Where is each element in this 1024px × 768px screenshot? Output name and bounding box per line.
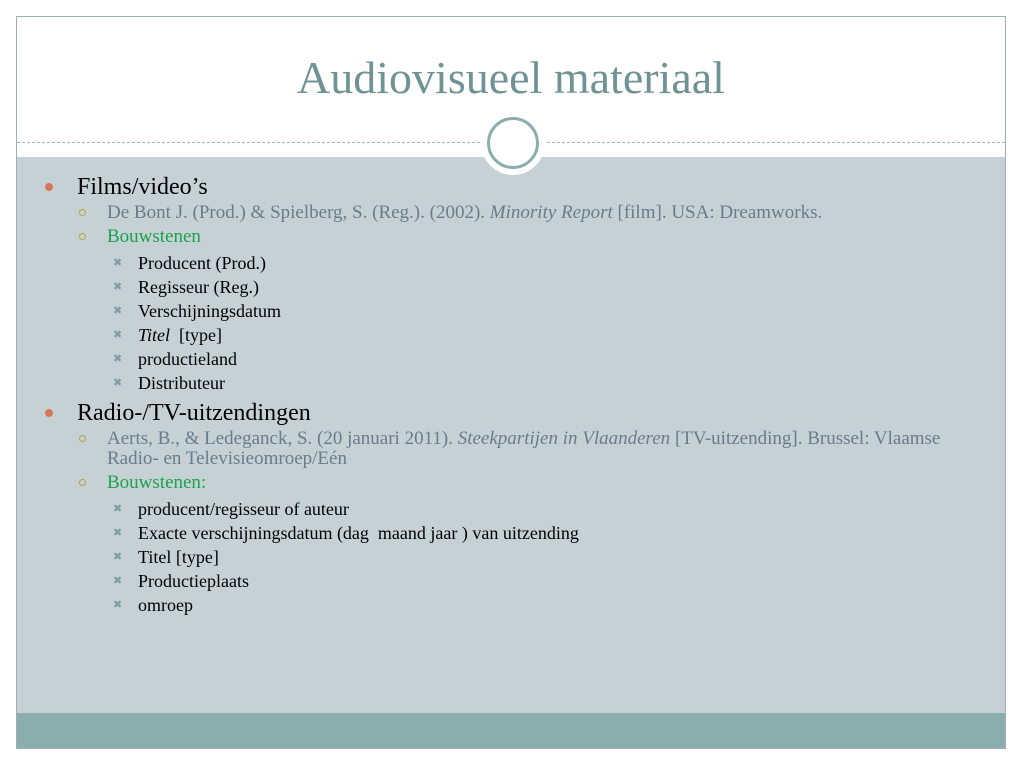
- list-item: [17, 323, 977, 347]
- citation-radio-tv: [17, 429, 977, 469]
- cross-bullet-icon: ✖: [113, 599, 123, 611]
- cross-bullet-icon: ✖: [113, 551, 123, 563]
- list-item-text: Titel [type]: [138, 547, 219, 567]
- list-item: [17, 545, 977, 569]
- cross-bullet-icon: ✖: [113, 503, 123, 515]
- list-item-text: [type]: [170, 325, 222, 345]
- hollow-circle-bullet-icon: [79, 435, 86, 442]
- cross-bullet-icon: ✖: [113, 377, 123, 389]
- bouwstenen-label: Bouwstenen: [107, 472, 201, 493]
- filled-circle-bullet-icon: [45, 183, 53, 191]
- list-item-text: Regisseur (Reg.): [138, 277, 259, 297]
- list-item-text: Distributeur: [138, 373, 225, 393]
- cross-bullet-icon: ✖: [113, 527, 123, 539]
- list-item-text: Producent (Prod.): [138, 253, 266, 273]
- list-item-italic: Titel: [138, 325, 171, 345]
- cross-bullet-icon: ✖: [113, 281, 123, 293]
- cross-bullet-icon: ✖: [113, 305, 123, 317]
- cross-bullet-icon: ✖: [113, 353, 123, 365]
- citation-before: De Bont J. (Prod.) & Spielberg, S. (Reg.). (2002).: [107, 202, 490, 223]
- list-item-text: producent/regisseur of auteur: [138, 499, 349, 519]
- list-item-text: omroep: [138, 595, 193, 615]
- slide-frame: [16, 16, 1006, 749]
- list-item: [17, 275, 977, 299]
- cross-bullet-icon: ✖: [113, 257, 123, 269]
- bouwstenen-label: Bouwstenen: [107, 226, 201, 247]
- bouwstenen-films: [17, 227, 977, 247]
- section-heading-text: Radio-/TV-uitzendingen: [77, 400, 311, 426]
- list-item-text: productieland: [138, 349, 237, 369]
- list-item-text: Exacte verschijningsdatum (dag maand jaar ) van uitzending: [138, 523, 579, 543]
- cross-bullet-icon: ✖: [113, 575, 123, 587]
- list-item: [17, 251, 977, 275]
- section-heading-text: Films/video’s: [77, 174, 208, 200]
- list-item: [17, 299, 977, 323]
- citation-title: Steekpartijen in Vlaanderen: [457, 428, 671, 449]
- list-item: [17, 347, 977, 371]
- slide-content: [17, 173, 977, 617]
- hollow-circle-bullet-icon: [79, 209, 86, 216]
- list-item: [17, 569, 977, 593]
- hollow-circle-bullet-icon: [79, 233, 86, 240]
- hollow-circle-bullet-icon: [79, 479, 86, 486]
- citation-after: [film]. USA: Dreamworks.: [612, 202, 823, 223]
- list-item: [17, 521, 977, 545]
- list-item-text: Verschijningsdatum: [138, 301, 281, 321]
- list-item-text: Productieplaats: [138, 571, 249, 591]
- cross-bullet-icon: ✖: [113, 329, 123, 341]
- citation-after: [TV-uitzending]. Brussel: Vlaamse Radio- en Televisieomroep/Eén: [107, 428, 941, 469]
- slide-title: Audiovisueel materiaal: [297, 52, 725, 103]
- citation-title: Minority Report: [489, 202, 613, 223]
- list-item: [17, 593, 977, 617]
- footer-band: [17, 713, 1005, 748]
- list-item: [17, 371, 977, 395]
- ring-ornament-icon: [487, 117, 539, 169]
- list-item: [17, 497, 977, 521]
- citation-before: Aerts, B., & Ledeganck, S. (20 januari 2011).: [107, 428, 458, 449]
- section-heading-films: [17, 173, 977, 201]
- section-heading-radio-tv: [17, 399, 977, 427]
- citation-films: [17, 203, 977, 223]
- bouwstenen-radio-tv: [17, 473, 977, 493]
- bouwstenen-suffix: :: [200, 472, 207, 493]
- filled-circle-bullet-icon: [45, 409, 53, 417]
